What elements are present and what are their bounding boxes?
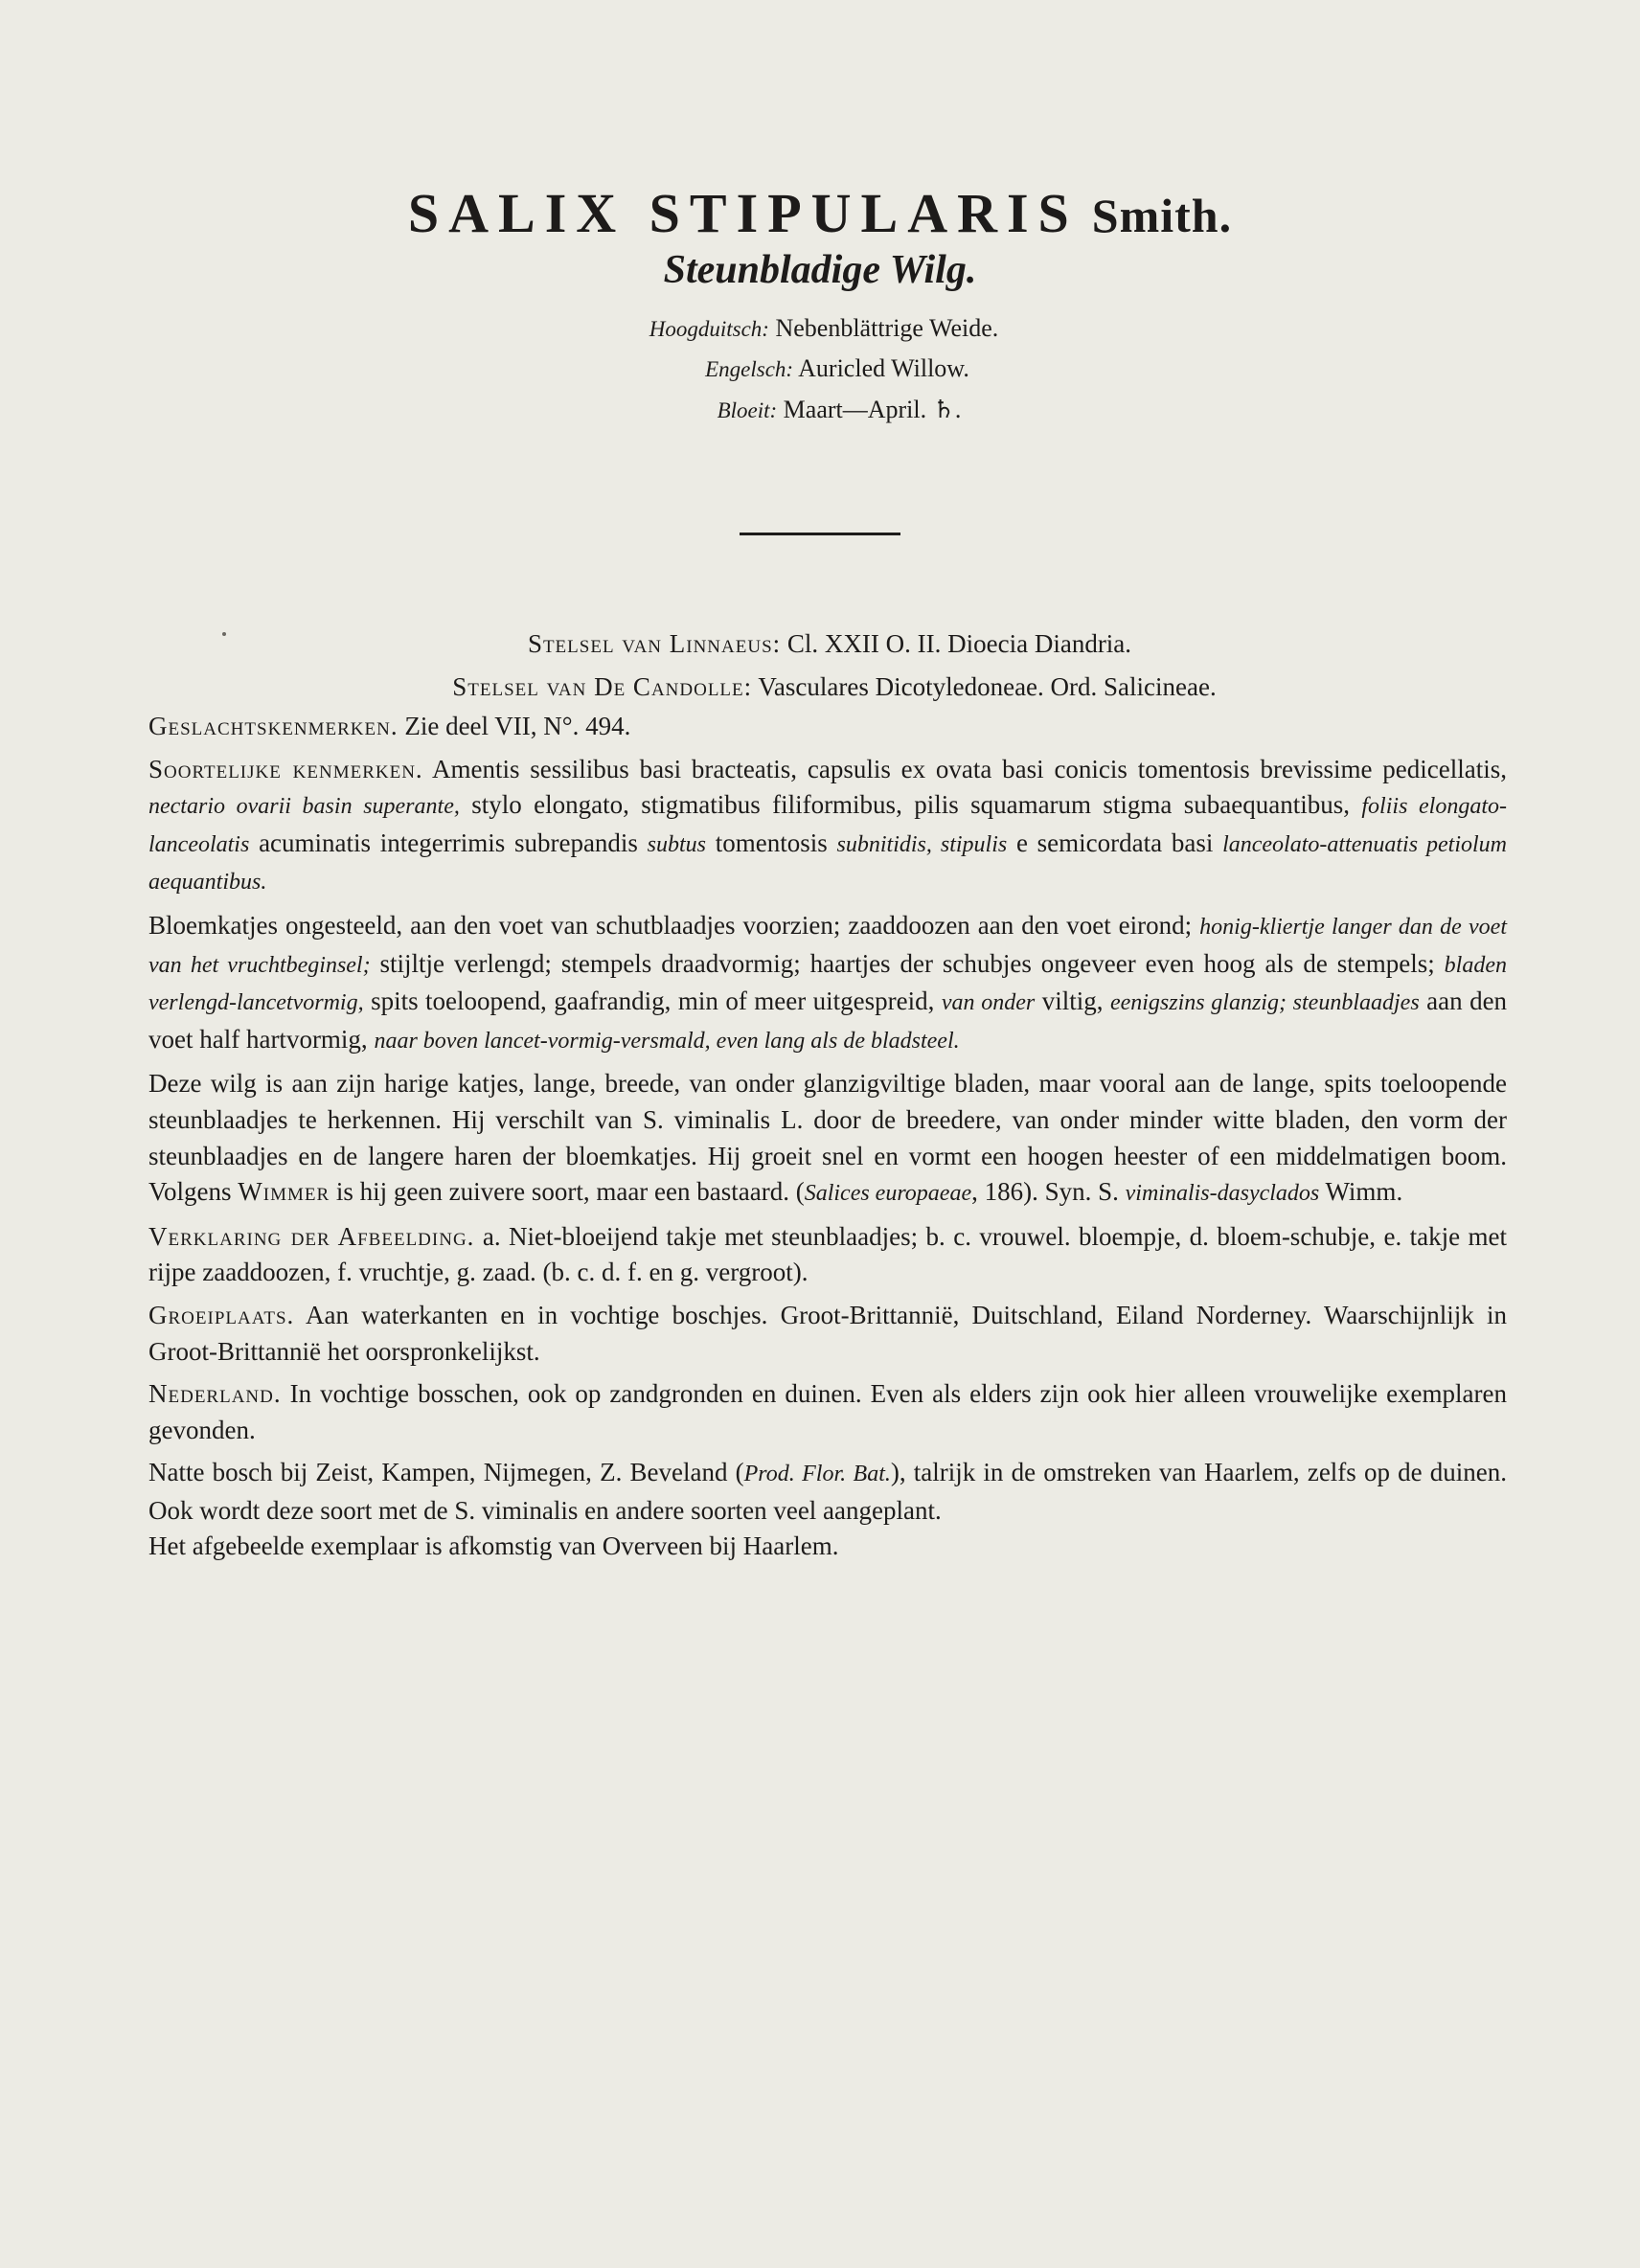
english-label: Engelsch: bbox=[705, 357, 794, 381]
text-run: viltig, bbox=[1041, 987, 1104, 1016]
text-run: is hij geen zuivere soort, maar een bastaard. ( bbox=[335, 1177, 805, 1207]
nederland-text: In vochtige bosschen, ook op zandgronden en duinen. Even als elders zijn ook hier alleen vrouwelijke exemplaren gevonden. bbox=[148, 1379, 1507, 1444]
text-run: Amentis sessilibus basi bracteatis, capsulis ex ovata basi conicis tomentosis brevissime pedicellatis, bbox=[431, 754, 1507, 783]
english-name: Auricled Willow. bbox=[798, 354, 969, 382]
english-name-line bbox=[0, 352, 1640, 387]
candolle-label: Stelsel van De Candolle: bbox=[452, 672, 753, 701]
text-run: subtus bbox=[647, 831, 707, 857]
author-name: Smith. bbox=[1091, 189, 1233, 242]
text-run: naar boven lancet-vormig-versmald, even lang als de bladsteel. bbox=[374, 1028, 960, 1054]
text-run: viminalis-dasyclados bbox=[1125, 1181, 1320, 1207]
verklaring-text: a. Niet-bloeijend takje met steunblaadjes; b. c. vrouwel. bloempje, d. bloem-schubje, e. takje met rijpe zaaddoozen, f. vruchtje, g. zaad. (b. c. d. f. en g. vergroot). bbox=[148, 1221, 1507, 1287]
divider-rule bbox=[740, 533, 900, 535]
bloom-line bbox=[0, 393, 1640, 428]
text-run: bladen verlengd-lancetvormig, bbox=[148, 952, 1507, 1016]
text-run: subnitidis, stipulis bbox=[836, 831, 1008, 857]
text-run: van onder bbox=[941, 990, 1036, 1016]
soort-label: Soortelijke kenmerken. bbox=[148, 754, 423, 783]
candolle-value: Vasculares Dicotyledoneae. Ord. Salicineae. bbox=[758, 672, 1217, 701]
paragraph-nederland bbox=[148, 1376, 1507, 1448]
text-run: spits toeloopend, gaafrandig, min of meer uitgespreid, bbox=[371, 987, 935, 1016]
linnaeus-label: Stelsel van Linnaeus: bbox=[527, 629, 782, 658]
candolle-line bbox=[0, 669, 1640, 704]
text-run: Deze wilg is aan zijn harige katjes, lange, breede, van onder glanzigviltige bladen, maar vooral aan de lange, spits toeloopende steunblaadjes te herkennen. Hij verschilt van S. viminalis L. door de breedere, van onder minder witte bladen, den vorm der steunblaadjes en de langere haren der bloemkatjes. Hij groeit snel en vormt een hoogen heester of een middelmatigen boom. Volgens bbox=[148, 1069, 1507, 1207]
paragraph-verklaring bbox=[148, 1219, 1507, 1291]
german-label: Hoogduitsch: bbox=[649, 317, 769, 341]
text-run: honig-kliertje langer dan de voet van het vruchtbeginsel; bbox=[148, 914, 1508, 978]
text-run: Wimm. bbox=[1325, 1177, 1403, 1207]
paragraph-groeiplaats bbox=[148, 1298, 1507, 1370]
linnaeus-line bbox=[0, 626, 1640, 661]
verklaring-label: Verklaring der Afbeelding. bbox=[148, 1221, 475, 1251]
author-name-inline: Wimmer bbox=[238, 1177, 330, 1207]
bloom-label: Bloeit: bbox=[717, 398, 778, 422]
groeiplaats-label: Groeiplaats. bbox=[148, 1300, 295, 1329]
description-body bbox=[148, 709, 1507, 1572]
text-run: Natte bosch bij Zeist, Kampen, Nijmegen, Z. Beveland ( bbox=[148, 1458, 744, 1487]
geslacht-text: Zie deel VII, N°. 494. bbox=[404, 712, 631, 740]
text-run: acuminatis integerrimis subrepandis bbox=[259, 828, 638, 857]
text-run: eenigszins glanzig; steunblaadjes bbox=[1109, 990, 1420, 1016]
text-run: Bloemkatjes ongesteeld, aan den voet van schutblaadjes voorzien; zaaddoozen aan den voet eirond; bbox=[148, 910, 1193, 940]
text-run: Salices europaeae bbox=[804, 1181, 972, 1207]
paragraph-geslacht bbox=[148, 709, 1507, 745]
paragraph-afkomstig bbox=[148, 1529, 1507, 1565]
text-run: Prod. Flor. Bat. bbox=[743, 1462, 891, 1487]
text-run: stylo elongato, stigmatibus filiformibus, pilis squamarum stigma subaequantibus, bbox=[471, 790, 1351, 820]
german-name-line bbox=[0, 311, 1640, 347]
text-run: aan den voet half hartvormig, bbox=[148, 987, 1508, 1054]
paragraph-soortelijke bbox=[148, 752, 1507, 901]
species-name: SALIX STIPULARIS bbox=[407, 182, 1079, 244]
text-run: nectario ovarii basin superante, bbox=[148, 794, 460, 820]
paragraph-deze-wilg bbox=[148, 1066, 1507, 1212]
page-title bbox=[0, 180, 1640, 249]
text-run: ), talrijk in de omstreken van Haarlem, zelfs op de duinen. Ook wordt deze soort met de S. viminalis en andere soorten veel aangeplant. bbox=[148, 1458, 1507, 1525]
paragraph-natte-bosch bbox=[148, 1455, 1507, 1529]
paragraph-bloemkatjes bbox=[148, 908, 1507, 1059]
text-run: e semicordata basi bbox=[1015, 828, 1214, 857]
text-run: , 186). Syn. S. bbox=[971, 1177, 1119, 1207]
geslacht-label: Geslachtskenmerken. bbox=[148, 712, 399, 740]
german-name: Nebenblättrige Weide. bbox=[775, 314, 999, 342]
groeiplaats-text: Aan waterkanten en in vochtige boschjes. Groot-Brittannië, Duitschland, Eiland Norderney. Waarschijnlijk in Groot-Brittannië het oorspronkelijkst. bbox=[148, 1300, 1507, 1366]
dutch-name: Steunbladige Wilg. bbox=[663, 248, 977, 292]
text-run: foliis elongato-lanceolatis bbox=[148, 794, 1508, 857]
text-run: lanceolato-attenuatis petiolum aequantibus. bbox=[148, 831, 1507, 896]
bloom-period: Maart—April. ♄. bbox=[783, 396, 962, 423]
text-run: stijltje verlengd; stempels draadvormig; haartjes der schubjes ongeveer even hoog als de stempels; bbox=[379, 948, 1435, 978]
text-run: Het afgebeelde exemplaar is afkomstig van Overveen bij Haarlem. bbox=[148, 1531, 839, 1561]
linnaeus-value: Cl. XXII O. II. Dioecia Diandria. bbox=[786, 629, 1132, 658]
nederland-label: Nederland. bbox=[148, 1379, 282, 1409]
text-run: tomentosis bbox=[715, 828, 828, 857]
